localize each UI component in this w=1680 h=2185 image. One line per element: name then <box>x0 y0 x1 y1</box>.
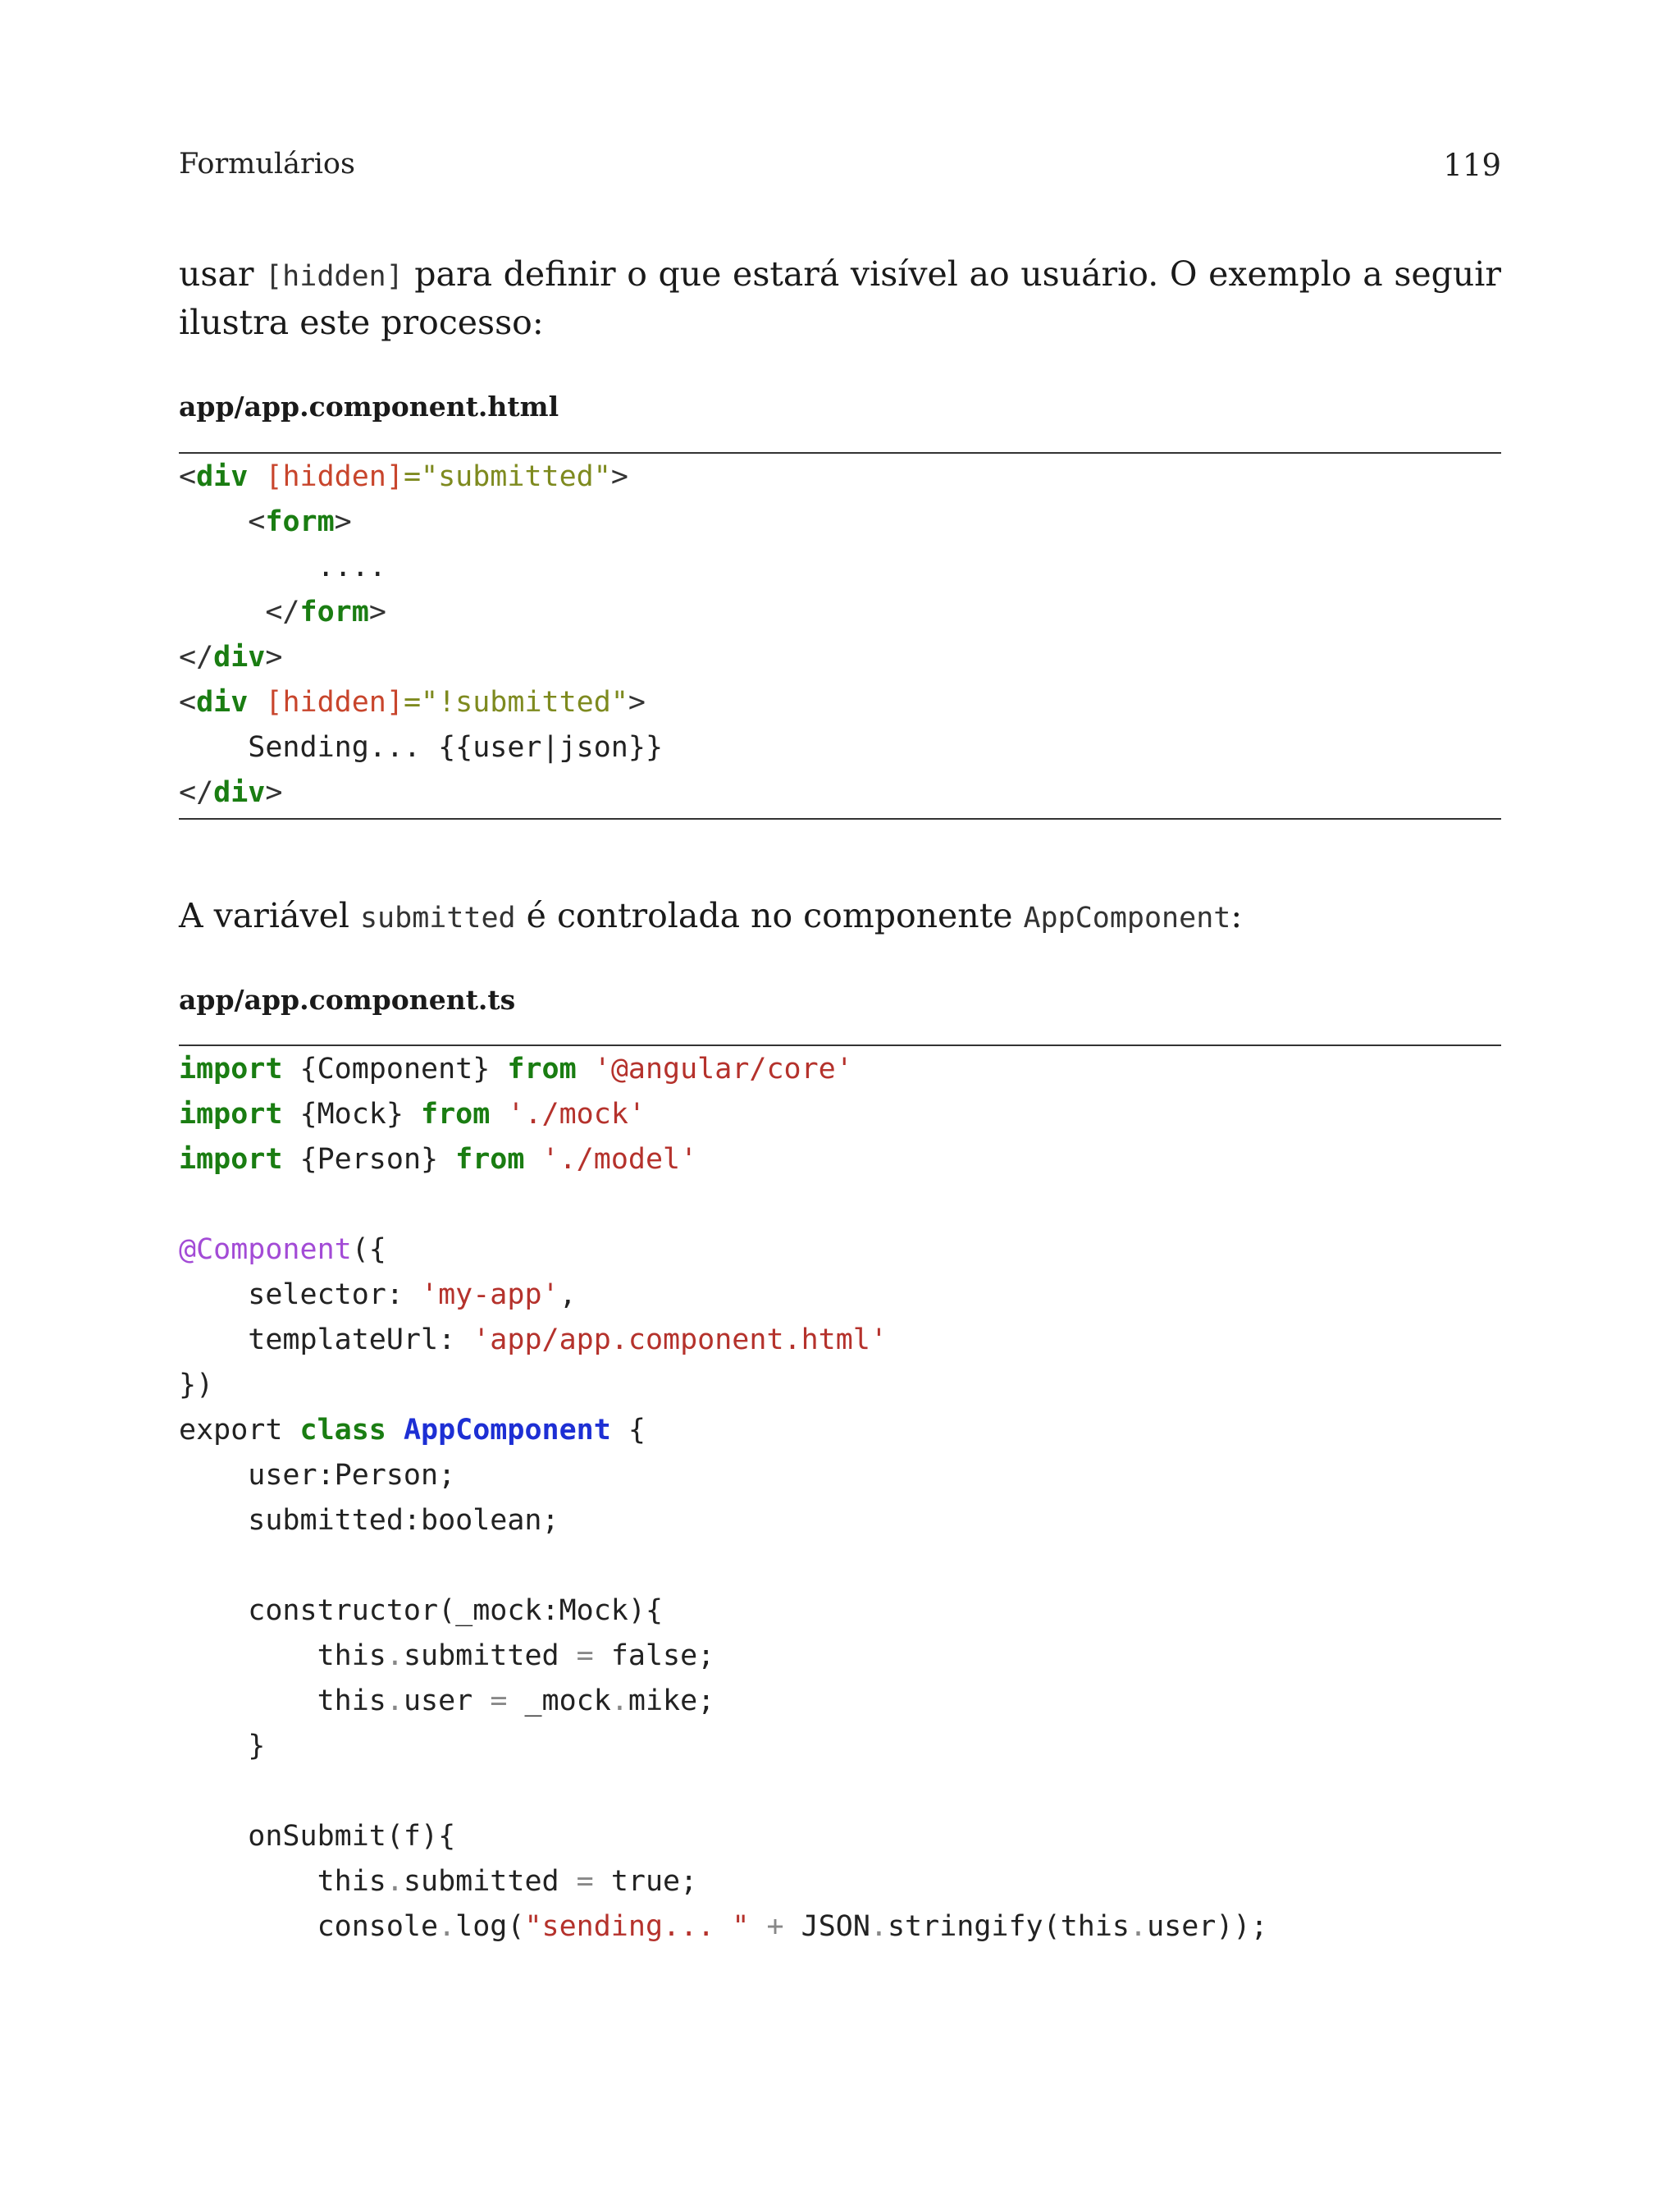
code-token: onSubmit(f){ <box>179 1820 456 1853</box>
code-token <box>577 1053 594 1086</box>
code-line <box>179 1724 1501 1769</box>
code-token: = <box>576 1639 594 1672</box>
code-token: form <box>265 505 335 538</box>
code-token: > <box>368 596 386 629</box>
code-token: . <box>870 1910 888 1943</box>
code-token: , <box>559 1278 577 1311</box>
code-line <box>179 1408 1501 1453</box>
listing1-code <box>179 455 1501 816</box>
code-token <box>749 1910 766 1943</box>
middle-paragraph <box>179 893 1501 941</box>
code-line <box>179 1363 1501 1408</box>
intro-text-after: para definir o que estará visível ao usuário. O exemplo a seguir ilustra este processo: <box>179 254 1501 342</box>
code-line <box>179 770 1501 816</box>
code-token: }) <box>179 1369 214 1401</box>
code-token: from <box>421 1098 491 1131</box>
code-token: > <box>610 460 628 493</box>
listing2-caption: app/app.component.ts <box>179 984 516 1016</box>
code-token <box>386 1414 404 1447</box>
code-line <box>179 1273 1501 1318</box>
intro-text-before: usar <box>179 254 266 294</box>
book-page <box>179 0 1501 2185</box>
code-line <box>179 590 1501 635</box>
code-token: . <box>386 1684 404 1717</box>
code-token: '@angular/core' <box>593 1053 853 1086</box>
code-token: export <box>179 1414 300 1447</box>
code-token: < <box>248 505 266 538</box>
code-token: < <box>179 460 197 493</box>
intro-paragraph <box>179 251 1501 345</box>
code-token: form <box>299 596 369 629</box>
middle-code-2: AppComponent <box>1023 902 1231 935</box>
code-token: {Mock} <box>282 1098 422 1131</box>
code-token: . <box>1130 1910 1148 1943</box>
code-token: . <box>610 1684 628 1717</box>
code-line <box>179 455 1501 500</box>
code-token <box>248 686 265 719</box>
code-token: [hidden] <box>265 460 404 493</box>
code-token: this <box>179 1639 386 1672</box>
code-token: = <box>576 1865 594 1898</box>
code-token: > <box>265 776 283 809</box>
listing1-caption: app/app.component.html <box>179 391 559 423</box>
code-line <box>179 1904 1501 1950</box>
code-token: import <box>179 1053 283 1086</box>
code-token <box>524 1143 541 1176</box>
code-line <box>179 635 1501 680</box>
code-token: import <box>179 1143 283 1176</box>
running-header <box>179 148 1501 187</box>
listing2-top-rule <box>179 1045 1501 1046</box>
code-line <box>179 725 1501 770</box>
code-token: user)); <box>1147 1910 1268 1943</box>
code-token: . <box>386 1865 404 1898</box>
code-token: [hidden] <box>265 686 404 719</box>
code-token: user:Person; <box>179 1459 456 1492</box>
code-token: false; <box>593 1639 715 1672</box>
code-token: submitted <box>403 1639 577 1672</box>
code-token: log( <box>455 1910 525 1943</box>
code-token: ="!submitted" <box>403 686 628 719</box>
code-token: mike; <box>628 1684 715 1717</box>
code-line <box>179 500 1501 545</box>
code-token: ="submitted" <box>403 460 611 493</box>
code-line <box>179 1543 1501 1588</box>
code-token: console <box>179 1910 439 1943</box>
code-token: {Person} <box>282 1143 456 1176</box>
code-line <box>179 1588 1501 1634</box>
code-line <box>179 1814 1501 1859</box>
code-token: templateUrl: <box>179 1323 473 1356</box>
code-token: {Component} <box>282 1053 508 1086</box>
code-token: true; <box>593 1865 698 1898</box>
code-token: import <box>179 1098 283 1131</box>
code-token: AppComponent <box>403 1414 611 1447</box>
code-token: this <box>179 1684 386 1717</box>
code-token: > <box>628 686 646 719</box>
code-token <box>248 460 265 493</box>
code-token <box>179 505 248 538</box>
code-token <box>179 596 265 629</box>
middle-text-2: é controlada no componente <box>515 896 1024 935</box>
code-token: submitted <box>403 1865 577 1898</box>
code-token: './model' <box>541 1143 698 1176</box>
code-line <box>179 1137 1501 1182</box>
code-token: < <box>179 686 197 719</box>
code-line <box>179 1047 1501 1092</box>
code-line <box>179 1634 1501 1679</box>
chapter-title: Formulários <box>179 148 355 181</box>
code-token: './mock' <box>507 1098 646 1131</box>
code-token: .... <box>179 551 386 583</box>
code-token: 'app/app.component.html' <box>472 1323 888 1356</box>
listing1-bottom-rule <box>179 818 1501 820</box>
code-line <box>179 1679 1501 1724</box>
code-token: div <box>213 776 266 809</box>
code-line <box>179 680 1501 725</box>
code-token: this <box>179 1865 386 1898</box>
code-token: submitted:boolean; <box>179 1504 559 1537</box>
middle-text-1: A variável <box>179 896 360 935</box>
code-token: class <box>299 1414 386 1447</box>
code-token: </ <box>265 596 300 629</box>
code-token: + <box>766 1910 784 1943</box>
code-token: div <box>196 460 249 493</box>
code-token: </ <box>179 641 214 674</box>
code-token: . <box>438 1910 456 1943</box>
code-token: stringify(this <box>887 1910 1130 1943</box>
code-token: } <box>179 1730 266 1762</box>
code-line <box>179 1092 1501 1137</box>
code-token: from <box>507 1053 577 1086</box>
code-line <box>179 1859 1501 1904</box>
code-token <box>490 1098 507 1131</box>
code-line <box>179 545 1501 590</box>
page-number: 119 <box>1443 148 1501 183</box>
code-token: selector: <box>179 1278 422 1311</box>
code-line <box>179 1453 1501 1498</box>
code-token: _mock <box>507 1684 611 1717</box>
code-token: user <box>403 1684 491 1717</box>
code-token: "sending... " <box>524 1910 750 1943</box>
code-token: @Component <box>179 1233 352 1266</box>
code-line <box>179 1498 1501 1543</box>
code-line <box>179 1769 1501 1814</box>
code-token: from <box>455 1143 525 1176</box>
middle-text-3: : <box>1230 896 1243 935</box>
listing1-top-rule <box>179 452 1501 454</box>
code-token: Sending... {{user|json}} <box>179 731 664 764</box>
code-token: > <box>265 641 283 674</box>
listing2-code <box>179 1047 1501 1950</box>
code-line <box>179 1182 1501 1227</box>
code-line <box>179 1318 1501 1363</box>
intro-inline-code: [hidden] <box>265 260 404 293</box>
code-token: </ <box>179 776 214 809</box>
code-token: constructor(_mock:Mock){ <box>179 1594 664 1627</box>
code-token: > <box>334 505 352 538</box>
middle-code-1: submitted <box>359 902 516 935</box>
code-line <box>179 1227 1501 1273</box>
code-token: . <box>386 1639 404 1672</box>
code-token: JSON <box>783 1910 870 1943</box>
code-token: { <box>610 1414 646 1447</box>
code-token: = <box>490 1684 508 1717</box>
code-token: 'my-app' <box>421 1278 559 1311</box>
code-token: div <box>213 641 266 674</box>
code-token: div <box>196 686 249 719</box>
code-token: ({ <box>351 1233 386 1266</box>
